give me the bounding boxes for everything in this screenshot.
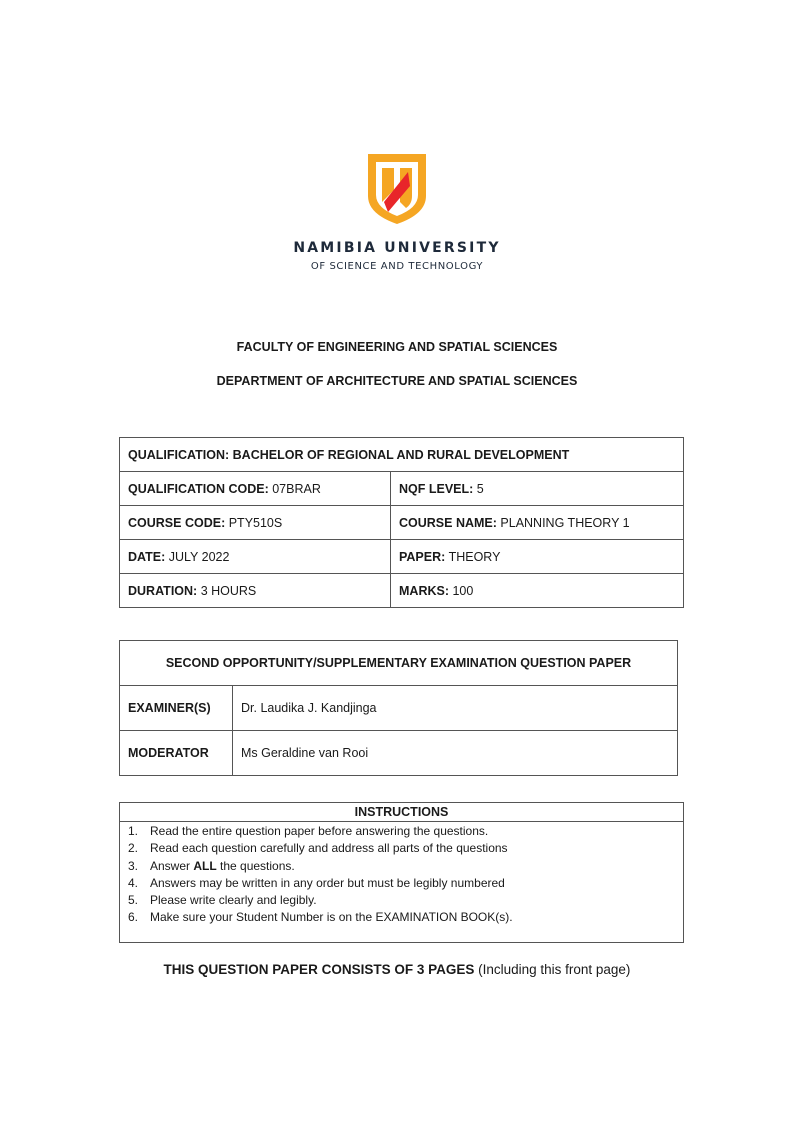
instruction-item [120, 823, 683, 840]
date-label: DATE: [128, 549, 166, 564]
instruction-emphasis: ALL [193, 858, 217, 873]
instructions-title: INSTRUCTIONS [120, 803, 683, 822]
instruction-item [120, 909, 683, 926]
course-name-cell [391, 506, 684, 540]
nqf-level-value: 5 [476, 481, 484, 496]
instruction-number: 1. [128, 824, 139, 838]
instruction-number: 2. [128, 841, 139, 856]
instruction-item [120, 875, 683, 892]
instructions-list [120, 822, 683, 927]
instructions-box [119, 802, 684, 943]
shield-logo-icon [364, 150, 430, 226]
table-row [120, 574, 684, 608]
exam-title: SECOND OPPORTUNITY/SUPPLEMENTARY EXAMINATION QUESTION PAPER [120, 641, 678, 686]
course-code-label: COURSE CODE: [128, 515, 226, 530]
marks-label: MARKS: [399, 583, 449, 598]
instruction-text: Answers may be written in any order but must be legibly numbered [150, 875, 505, 890]
table-row [120, 540, 684, 574]
moderator-label: MODERATOR [120, 731, 233, 776]
department-heading: DEPARTMENT OF ARCHITECTURE AND SPATIAL SCIENCES [216, 374, 578, 388]
page-count-normal: (Including this front page) [474, 962, 631, 977]
nqf-level-cell [391, 472, 684, 506]
table-row [120, 506, 684, 540]
duration-cell [120, 574, 391, 608]
instruction-text: Answer [150, 858, 194, 873]
faculty-heading: FACULTY OF ENGINEERING AND SPATIAL SCIENCES [236, 340, 558, 354]
university-logo [0, 150, 794, 226]
instruction-item [120, 892, 683, 909]
instruction-text: Read the entire question paper before answering the questions. [150, 824, 489, 838]
moderator-value: Ms Geraldine van Rooi [233, 731, 678, 776]
date-value: JULY 2022 [168, 549, 230, 564]
qualification-cell [120, 438, 684, 472]
exam-title-row [120, 641, 678, 686]
examiner-label: EXAMINER(S) [120, 686, 233, 731]
instruction-text: Read each question carefully and address all parts of the questions [150, 841, 508, 856]
date-cell [120, 540, 391, 574]
page-count-note [0, 962, 794, 977]
course-name-value: PLANNING THEORY 1 [500, 515, 630, 530]
qualification-label: QUALIFICATION: [128, 447, 230, 462]
qualification-code-cell [120, 472, 391, 506]
paper-label: PAPER: [399, 549, 446, 564]
course-name-label: COURSE NAME: [399, 515, 497, 530]
instruction-item [120, 840, 683, 857]
instruction-item [120, 858, 683, 875]
instruction-number: 6. [128, 910, 139, 925]
paper-cell [391, 540, 684, 574]
instruction-number: 4. [128, 875, 139, 890]
qualification-value: BACHELOR OF REGIONAL AND RURAL DEVELOPMENT [232, 447, 570, 462]
qualification-row [120, 438, 684, 472]
university-subtitle: OF SCIENCE AND TECHNOLOGY [310, 261, 484, 272]
instruction-text: Make sure your Student Number is on the EXAMINATION BOOK(s). [150, 910, 513, 925]
examiner-value: Dr. Laudika J. Kandjinga [233, 686, 678, 731]
marks-value: 100 [452, 583, 474, 598]
qualification-code-value: 07BRAR [272, 481, 321, 496]
examiner-row [120, 686, 678, 731]
paper-value: THEORY [448, 549, 501, 564]
duration-label: DURATION: [128, 583, 198, 598]
university-name: NAMIBIA UNIVERSITY [293, 240, 501, 256]
qualification-code-label: QUALIFICATION CODE: [128, 481, 269, 496]
course-code-cell [120, 506, 391, 540]
instruction-text: Please write clearly and legibly. [150, 893, 317, 908]
exam-info-table [119, 640, 678, 776]
instruction-number: 3. [128, 858, 139, 873]
page-count-bold: THIS QUESTION PAPER CONSISTS OF 3 PAGES [163, 962, 475, 977]
table-row [120, 472, 684, 506]
nqf-level-label: NQF LEVEL: [399, 481, 474, 496]
instruction-number: 5. [128, 893, 139, 908]
instruction-text: the questions. [216, 858, 295, 873]
marks-cell [391, 574, 684, 608]
duration-value: 3 HOURS [200, 583, 257, 598]
qualification-table [119, 437, 684, 608]
moderator-row [120, 731, 678, 776]
course-code-value: PTY510S [228, 515, 283, 530]
